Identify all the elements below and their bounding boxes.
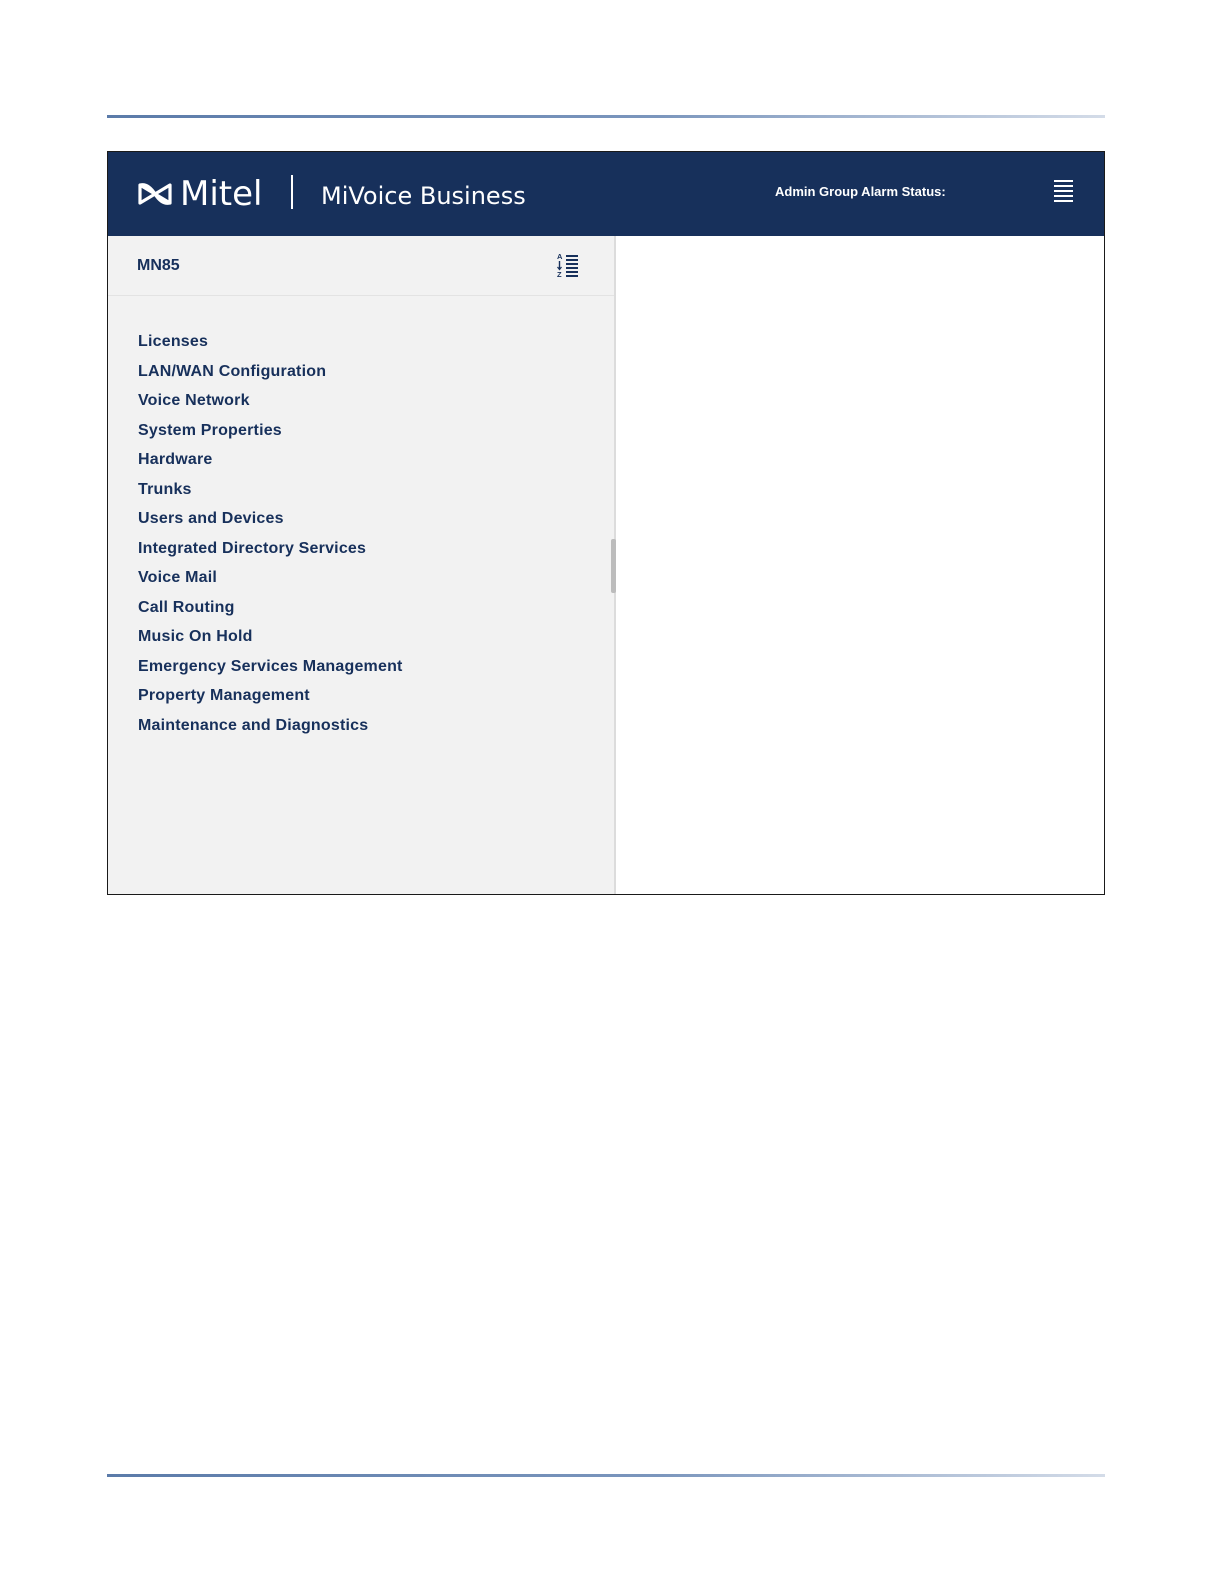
nav-item-voice-network[interactable]: Voice Network bbox=[138, 392, 250, 409]
nav-item-property-management[interactable]: Property Management bbox=[138, 687, 310, 704]
app-header bbox=[108, 152, 1104, 236]
sidebar-header bbox=[108, 236, 614, 296]
sort-alphabetical-button[interactable] bbox=[556, 252, 580, 278]
hamburger-menu-icon-line bbox=[1054, 185, 1073, 187]
mitel-logo-icon bbox=[136, 181, 174, 207]
nav-item-lan-wan-configuration[interactable]: LAN/WAN Configuration bbox=[138, 362, 327, 380]
nav-item-trunks[interactable]: Trunks bbox=[138, 480, 192, 498]
nav-item-call-routing[interactable]: Call Routing bbox=[138, 598, 235, 616]
hamburger-menu-icon-line bbox=[1054, 200, 1073, 202]
page-top-rule bbox=[107, 115, 1105, 118]
header-divider bbox=[291, 175, 293, 209]
admin-group-alarm-status: Admin Group Alarm Status: bbox=[775, 184, 946, 199]
nav-item-voice-mail[interactable]: Voice Mail bbox=[138, 569, 218, 586]
sort-alphabetical-icon bbox=[556, 252, 580, 278]
sidebar-scrollbar-thumb[interactable] bbox=[611, 539, 616, 593]
svg-text:A: A bbox=[557, 252, 563, 261]
svg-text:Z: Z bbox=[557, 270, 562, 278]
main-menu-button[interactable] bbox=[1054, 180, 1078, 202]
system-name: MN85 bbox=[137, 257, 180, 274]
product-title: MiVoice Business bbox=[321, 182, 526, 210]
hamburger-menu-icon-line bbox=[1054, 190, 1073, 192]
nav-item-hardware[interactable]: Hardware bbox=[138, 451, 213, 468]
nav-item-licenses[interactable]: Licenses bbox=[138, 333, 209, 350]
hamburger-menu-icon bbox=[1054, 180, 1073, 182]
logo-text: Mitel bbox=[180, 174, 263, 214]
page-bottom-rule bbox=[107, 1474, 1105, 1477]
app-window bbox=[107, 151, 1105, 895]
navigation-sidebar bbox=[108, 236, 614, 894]
nav-item-users-and-devices[interactable]: Users and Devices bbox=[138, 510, 284, 527]
nav-item-emergency-services-management[interactable]: Emergency Services Management bbox=[138, 657, 403, 675]
mitel-logo bbox=[136, 176, 262, 212]
nav-list bbox=[138, 327, 403, 740]
hamburger-menu-icon-line bbox=[1054, 195, 1073, 197]
nav-item-music-on-hold[interactable]: Music On Hold bbox=[138, 628, 253, 645]
nav-item-maintenance-and-diagnostics[interactable]: Maintenance and Diagnostics bbox=[138, 716, 369, 734]
nav-item-integrated-directory-services[interactable]: Integrated Directory Services bbox=[138, 539, 367, 557]
nav-item-system-properties[interactable]: System Properties bbox=[138, 421, 282, 439]
